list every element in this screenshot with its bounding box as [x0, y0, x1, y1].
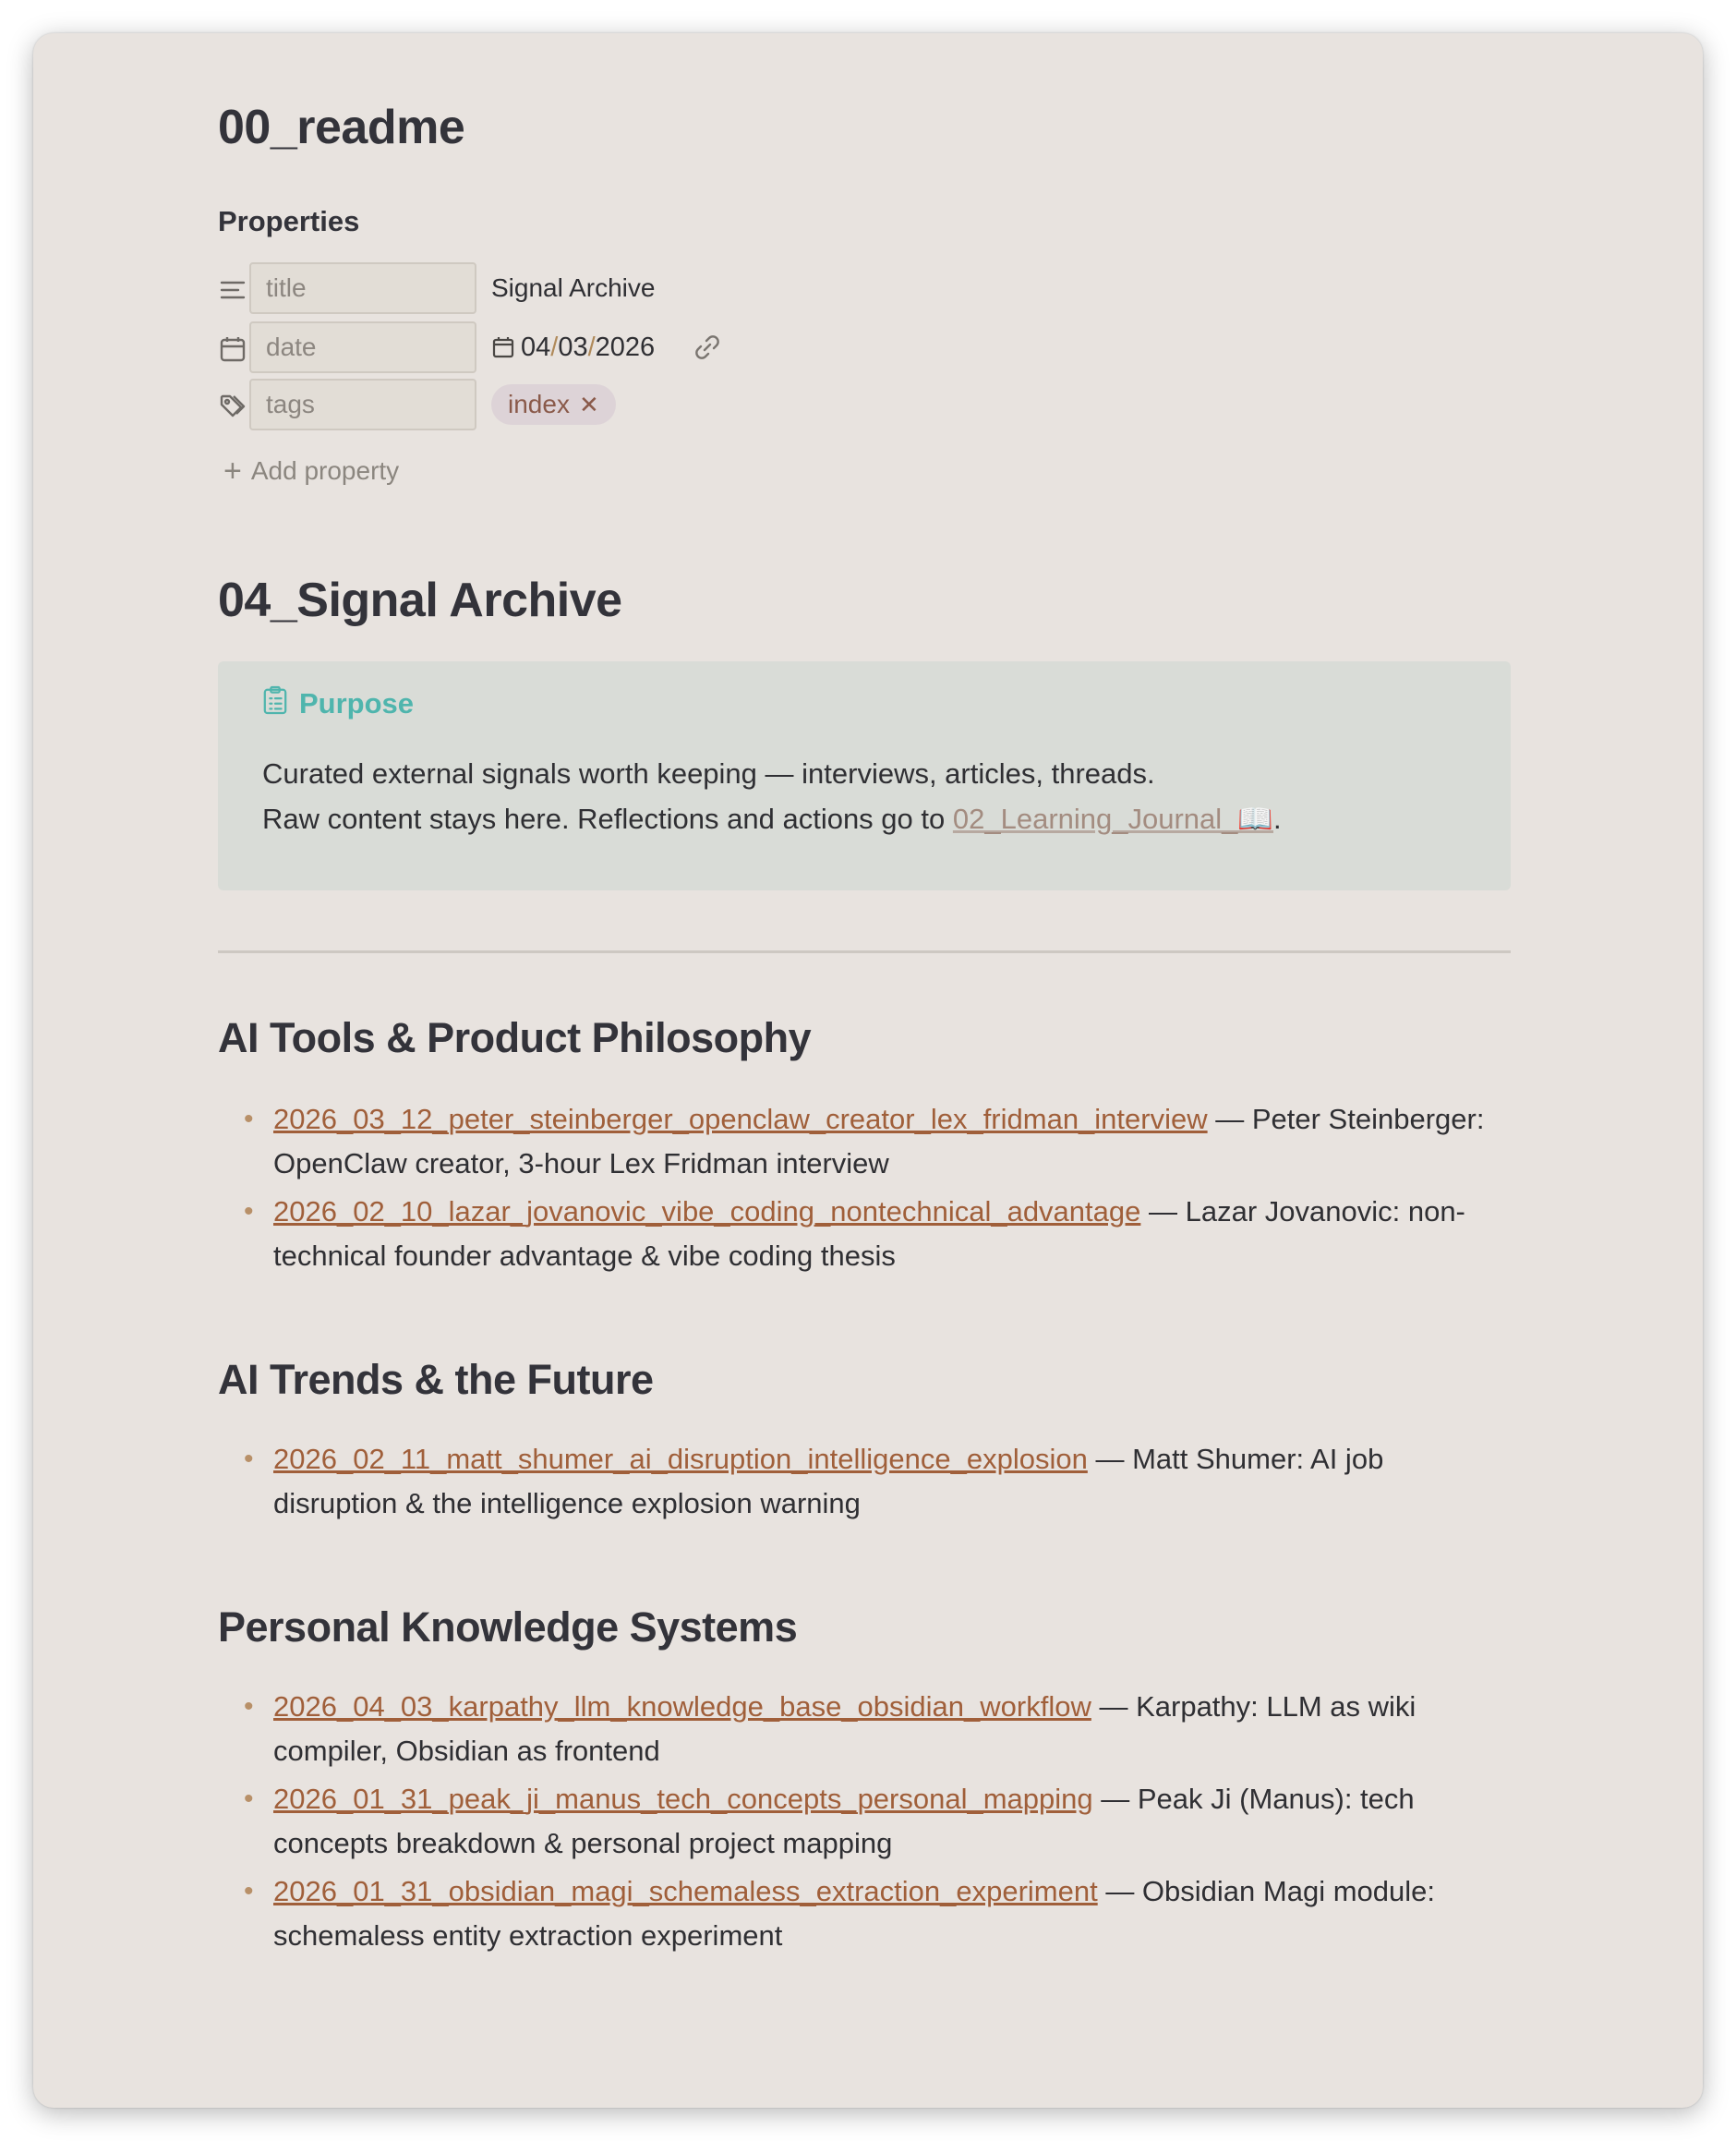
bullet-icon: • [244, 1444, 254, 1474]
section-heading-pks[interactable]: Personal Knowledge Systems [218, 1603, 798, 1651]
bullet-icon: • [244, 1691, 254, 1722]
item-description: — Matt Shumer: AI job disruption & the intelligence explosion warning [273, 1443, 1384, 1519]
section-list-ai-tools [218, 1097, 1511, 1282]
learning-journal-link[interactable]: 02_Learning_Journal_📖 [952, 803, 1274, 835]
item-description: — Karpathy: LLM as wiki compiler, Obsidian as frontend [273, 1690, 1417, 1767]
link-icon[interactable] [693, 333, 722, 362]
date-year: 2026 [595, 333, 656, 362]
item-description: — Peak Ji (Manus): tech concepts breakdown & personal project mapping [273, 1783, 1415, 1859]
item-description: — Obsidian Magi module: schemaless entity extraction experiment [273, 1875, 1435, 1952]
callout-line-2-text: Raw content stays here. Reflections and actions go to [262, 803, 953, 835]
note-link[interactable]: 2026_01_31_obsidian_magi_schemaless_extraction_experiment [273, 1875, 1098, 1907]
date-separator: / [587, 333, 596, 362]
add-property-label: Add property [250, 456, 400, 485]
callout-title [262, 685, 414, 722]
calendar-icon [218, 334, 247, 364]
property-value-date[interactable] [521, 333, 655, 363]
section-list-ai-trends [218, 1437, 1511, 1530]
bullet-icon: • [244, 1196, 254, 1227]
callout-line-1: Curated external signals worth keeping — interviews, articles, threads. [262, 757, 1155, 790]
list-item [218, 1437, 1511, 1526]
lines-icon [218, 275, 247, 305]
add-property-button[interactable] [223, 454, 400, 489]
property-key-date[interactable]: date [249, 321, 476, 373]
bullet-icon: • [244, 1784, 254, 1814]
callout-line-2 [262, 802, 1282, 836]
divider [218, 950, 1511, 953]
main-heading[interactable]: 04_Signal Archive [218, 574, 622, 627]
section-heading-ai-trends[interactable]: AI Trends & the Future [218, 1356, 654, 1403]
note-link[interactable]: 2026_02_11_matt_shumer_ai_disruption_intelligence_explosion [273, 1443, 1088, 1475]
item-description: — Peter Steinberger: OpenClaw creator, 3-hour Lex Fridman interview [273, 1103, 1485, 1179]
bullet-icon: • [244, 1876, 254, 1906]
property-value-title[interactable]: Signal Archive [491, 273, 656, 302]
property-key-tags[interactable]: tags [249, 379, 476, 430]
date-separator: / [550, 333, 559, 362]
property-key-title[interactable]: title [249, 262, 476, 314]
plus-icon: + [223, 454, 242, 489]
property-row-date [218, 321, 1049, 373]
note-link[interactable]: 2026_02_10_lazar_jovanovic_vibe_coding_nontechnical_advantage [273, 1195, 1141, 1228]
date-day: 03 [558, 333, 588, 362]
list-item [218, 1869, 1511, 1958]
note-link[interactable]: 2026_03_12_peter_steinberger_openclaw_creator_lex_fridman_interview [273, 1103, 1208, 1135]
property-row-tags [218, 379, 1049, 430]
date-month: 04 [521, 333, 551, 362]
purpose-callout[interactable] [218, 661, 1511, 890]
tag-pill[interactable] [491, 384, 616, 425]
section-list-pks [218, 1685, 1511, 1962]
note-window [33, 33, 1703, 2108]
section-heading-ai-tools[interactable]: AI Tools & Product Philosophy [218, 1014, 812, 1061]
list-item [218, 1097, 1511, 1186]
list-item [218, 1777, 1511, 1866]
remove-tag-icon[interactable]: ✕ [578, 390, 599, 418]
calendar-small-icon[interactable] [491, 334, 515, 360]
bullet-icon: • [244, 1104, 254, 1134]
item-description: — Lazar Jovanovic: non-technical founder advantage & vibe coding thesis [273, 1195, 1465, 1272]
callout-line-2-suffix: . [1273, 803, 1282, 835]
callout-title-text: Purpose [299, 687, 415, 720]
properties-heading[interactable]: Properties [218, 205, 360, 237]
note-link[interactable]: 2026_01_31_peak_ji_manus_tech_concepts_personal_mapping [273, 1783, 1093, 1815]
list-item [218, 1685, 1511, 1773]
tag-label[interactable]: index [508, 390, 570, 418]
list-item [218, 1190, 1511, 1278]
tag-icon [218, 392, 247, 421]
property-row-title [218, 262, 1049, 314]
clipboard-list-icon [262, 685, 288, 722]
page-title[interactable]: 00_readme [218, 101, 465, 154]
note-link[interactable]: 2026_04_03_karpathy_llm_knowledge_base_obsidian_workflow [273, 1690, 1091, 1723]
